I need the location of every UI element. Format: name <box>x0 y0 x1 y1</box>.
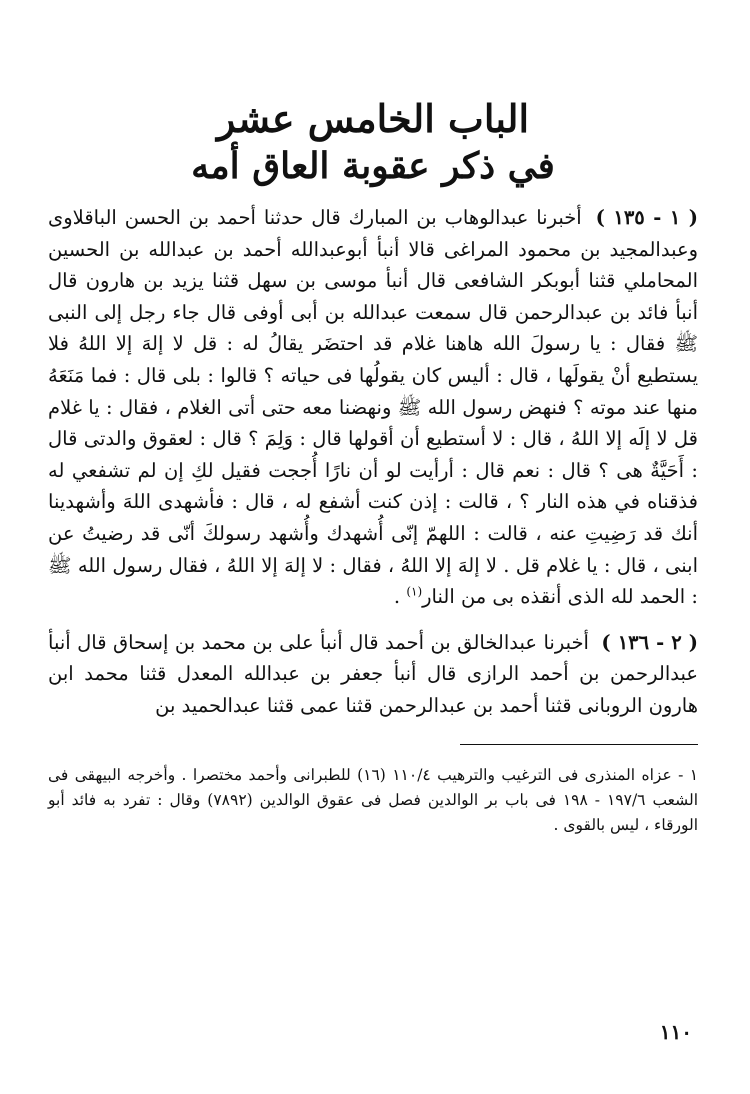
hadith-paragraph <box>48 202 698 613</box>
chapter-subtitle: في ذكر عقوبة العاق أمه <box>191 145 555 187</box>
page-number: ١١٠ <box>659 1020 692 1044</box>
footnote-separator <box>460 744 698 745</box>
hadith-number: ( ٢ - ١٣٦ ) <box>601 630 699 654</box>
footnote: ١ - عزاه المنذرى فى الترغيب والترهيب ١١٠/٤ (١٦) للطبرانى وأحمد مختصرا . وأخرجه البيهقى فى الشعب ١٩٧/٦ - ١٩٨ فى باب بر الوالدين فصل فى عقوق الوالدين (٧٨٩٢) وقال : تفرد به فائد أبو الورقاء ، ليس بالقوى . <box>48 765 699 834</box>
footnotes <box>48 763 698 838</box>
footnote-separator-row <box>48 722 698 763</box>
hadith-text: أخبرنا عبدالوهاب بن المبارك قال حدثنا أحمد بن الحسن الباقلاوى وعبدالمجيد بن محمود المراغى قالا أنبأ أبوعبدالله أحمد بن عبدالله بن الحسين المحاملي قثنا أبوبكر الشافعى قال أنبأ موسى بن سهل قثنا يزيد بن هارون قال أنبأ فائد بن عبدالرحمن قال سمعت عبدالله بن أبى أوفى قال جاء رجل إلى النبى ﷺ فقال : يا رسولَ الله هاهنا غلام قد احتضَر يقالُ له : قل لا إلهَ إلا اللهُ فلا يستطيع أنْ يقولَها ، قال : أليس كان يقولُها فى حياته ؟ قالوا : بلى قال : فما مَنَعَهُ منها عند موته ؟ فنهض رسول الله ﷺ ونهضنا معه حتى أتى الغلام ، فقال : يا غلام قل لا إلَه إلا اللهُ ، قال : لا أستطيع أن أقولها قال : وَلِمَ ؟ قال : لعقوق والدتى قال : أَحَيَّةٌ هى ؟ قال : نعم قال : أرأيت لو أن نارًا أُججت فقيل لكِ إن لم تشفعي له فذقناه في هذه النار ؟ ، قالت : إذن كنت أشفع له ، قال : فأشهدى اللهَ وأشهدينا أنك قد رَضِيتِ عنه ، قالت : اللهمّ إنّى أُشهدك وأُشهد رسولكَ أنّى قد رضيتُ عن ابنى ، قال : يا غلام قل . لا إلهَ إلا اللهُ ، فقال : لا إلهَ إلا اللهُ ، فقال رسول الله ﷺ : الحمد لله الذى أنقذه بى من النار <box>48 206 698 609</box>
footnote-reference[interactable]: (١) <box>406 584 423 599</box>
hadith-number: ( ١ - ١٣٥ ) <box>595 206 699 229</box>
chapter-title: الباب الخامس عشر <box>217 96 529 141</box>
main-text <box>48 202 698 722</box>
hadith-ending: . <box>393 585 407 609</box>
hadith-paragraph <box>48 627 698 722</box>
chapter-heading <box>48 0 698 188</box>
hadith-text: أخبرنا عبدالخالق بن أحمد قال أنبأ على بن محمد بن إسحاق قال أنبأ عبدالرحمن بن أحمد الرازى قال أنبأ جعفر بن عبدالله المعدل قثنا محمد ابن هارون الروبانى قثنا أحمد بن عبدالرحمن قثنا عمى قثنا عبدالحميد بن <box>48 630 698 717</box>
